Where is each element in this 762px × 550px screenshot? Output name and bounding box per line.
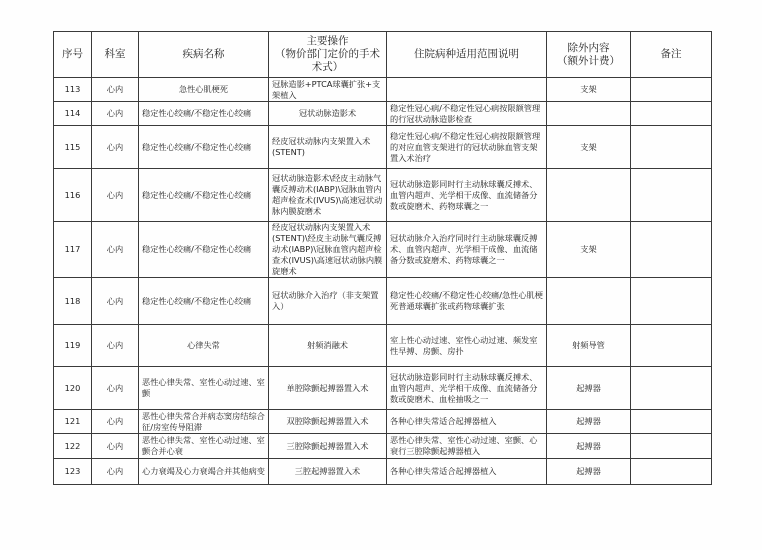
row-dept: 心内 bbox=[92, 459, 139, 485]
row-disease: 稳定性心绞痛/不稳定性心绞痛 bbox=[139, 169, 269, 222]
row-scope: 冠状动脉造影同时行主动脉球囊反搏术、血管内超声、光学相干成像、血流储备分数或旋磨术、药物球囊之一 bbox=[387, 169, 547, 222]
row-disease: 稳定性心绞痛/不稳定性心绞痛 bbox=[139, 102, 269, 126]
row-seq: 119 bbox=[54, 325, 92, 367]
row-operation: 三腔除颤起搏器置入术 bbox=[269, 434, 387, 459]
row-dept: 心内 bbox=[92, 169, 139, 222]
row-exclude: 支架 bbox=[547, 222, 631, 278]
row-dept: 心内 bbox=[92, 325, 139, 367]
row-scope: 室上性心动过速、室性心动过速、频发室性早搏、房颤、房扑 bbox=[387, 325, 547, 367]
row-note bbox=[631, 434, 712, 459]
row-dept: 心内 bbox=[92, 367, 139, 410]
row-seq: 122 bbox=[54, 434, 92, 459]
row-dept: 心内 bbox=[92, 126, 139, 169]
row-scope bbox=[387, 78, 547, 102]
row-exclude: 起搏器 bbox=[547, 367, 631, 410]
row-dept: 心内 bbox=[92, 278, 139, 325]
row-exclude bbox=[547, 169, 631, 222]
row-disease: 心律失常 bbox=[139, 325, 269, 367]
row-disease: 恶性心律失常、室性心动过速、室颤合并心衰 bbox=[139, 434, 269, 459]
row-note bbox=[631, 367, 712, 410]
row-seq: 121 bbox=[54, 410, 92, 434]
row-scope: 稳定性心绞痛/不稳定性心绞痛/急性心肌梗死普通球囊扩张或药物球囊扩张 bbox=[387, 278, 547, 325]
row-operation: 冠脉造影+PTCA球囊扩张+支架植入 bbox=[269, 78, 387, 102]
row-operation: 单腔除颤起搏器置入术 bbox=[269, 367, 387, 410]
row-exclude: 起搏器 bbox=[547, 434, 631, 459]
row-note bbox=[631, 410, 712, 434]
pricing-table bbox=[53, 31, 712, 485]
row-exclude: 支架 bbox=[547, 126, 631, 169]
row-operation: 三腔起搏器置入术 bbox=[269, 459, 387, 485]
row-dept: 心内 bbox=[92, 410, 139, 434]
row-disease: 稳定性心绞痛/不稳定性心绞痛 bbox=[139, 278, 269, 325]
table-row bbox=[54, 459, 712, 485]
row-operation: 冠状动脉介入治疗（非支架置入） bbox=[269, 278, 387, 325]
row-operation: 射频消融术 bbox=[269, 325, 387, 367]
row-disease: 急性心肌梗死 bbox=[139, 78, 269, 102]
row-disease: 心力衰竭及心力衰竭合并其他病变 bbox=[139, 459, 269, 485]
header-dept: 科室 bbox=[92, 32, 139, 78]
table-row bbox=[54, 434, 712, 459]
table-row bbox=[54, 102, 712, 126]
row-dept: 心内 bbox=[92, 434, 139, 459]
header-exclude: 除外内容 （额外计费） bbox=[547, 32, 631, 78]
row-disease: 恶性心律失常、室性心动过速、室颤 bbox=[139, 367, 269, 410]
table-row bbox=[54, 367, 712, 410]
table-row bbox=[54, 278, 712, 325]
row-operation: 经皮冠状动脉内支架置入术(STENT) bbox=[269, 126, 387, 169]
table-row bbox=[54, 126, 712, 169]
row-seq: 113 bbox=[54, 78, 92, 102]
header-seq: 序号 bbox=[54, 32, 92, 78]
row-disease: 稳定性心绞痛/不稳定性心绞痛 bbox=[139, 222, 269, 278]
header-operation: 主要操作 （物价部门定价的手术术式） bbox=[269, 32, 387, 78]
row-seq: 118 bbox=[54, 278, 92, 325]
row-dept: 心内 bbox=[92, 78, 139, 102]
row-disease: 稳定性心绞痛/不稳定性心绞痛 bbox=[139, 126, 269, 169]
row-note bbox=[631, 102, 712, 126]
header-note: 备注 bbox=[631, 32, 712, 78]
row-exclude: 起搏器 bbox=[547, 459, 631, 485]
row-seq: 114 bbox=[54, 102, 92, 126]
row-exclude bbox=[547, 278, 631, 325]
row-dept: 心内 bbox=[92, 222, 139, 278]
row-scope: 冠状动脉介入治疗同时行主动脉球囊反搏术、血管内超声、光学相干成像、血流储备分数或旋磨术、药物球囊之一 bbox=[387, 222, 547, 278]
row-note bbox=[631, 169, 712, 222]
row-operation: 经皮冠状动脉内支架置入术(STENT)\经皮主动脉气囊反搏动术(IABP)\冠脉血管内超声检查术(IVUS)\高速冠状动脉内膜旋磨术 bbox=[269, 222, 387, 278]
row-scope: 稳定性冠心病/不稳定性冠心病按限额管理的行冠状动脉造影检查 bbox=[387, 102, 547, 126]
row-scope: 各种心律失常适合起搏器植入 bbox=[387, 459, 547, 485]
row-note bbox=[631, 278, 712, 325]
table-row bbox=[54, 78, 712, 102]
header-scope: 住院病种适用范围说明 bbox=[387, 32, 547, 78]
row-seq: 120 bbox=[54, 367, 92, 410]
row-seq: 116 bbox=[54, 169, 92, 222]
table-header-row bbox=[54, 32, 712, 78]
row-exclude bbox=[547, 102, 631, 126]
row-note bbox=[631, 459, 712, 485]
row-note bbox=[631, 78, 712, 102]
row-seq: 115 bbox=[54, 126, 92, 169]
row-disease: 恶性心律失常合并病态窦房结综合征/房室传导阻滞 bbox=[139, 410, 269, 434]
header-disease: 疾病名称 bbox=[139, 32, 269, 78]
row-exclude: 射频导管 bbox=[547, 325, 631, 367]
row-operation: 冠状动脉造影术\经皮主动脉气囊反搏动术(IABP)\冠脉血管内超声检查术(IVUS)\高速冠状动脉内膜旋磨术 bbox=[269, 169, 387, 222]
table-row bbox=[54, 410, 712, 434]
row-exclude: 支架 bbox=[547, 78, 631, 102]
row-dept: 心内 bbox=[92, 102, 139, 126]
row-operation: 冠状动脉造影术 bbox=[269, 102, 387, 126]
table-row bbox=[54, 169, 712, 222]
row-exclude: 起搏器 bbox=[547, 410, 631, 434]
row-note bbox=[631, 325, 712, 367]
row-scope: 恶性心律失常、室性心动过速、室颤、心衰行三腔除颤起搏器植入 bbox=[387, 434, 547, 459]
row-scope: 冠状动脉造影同时行主动脉球囊反搏术、血管内超声、光学相干成像、血流储备分数或旋磨术、血栓抽吸之一 bbox=[387, 367, 547, 410]
row-operation: 双腔除颤起搏器置入术 bbox=[269, 410, 387, 434]
row-scope: 稳定性冠心病/不稳定性冠心病按限额管理的对应血管支架进行的冠状动脉血管支架置入术治疗 bbox=[387, 126, 547, 169]
table-row bbox=[54, 222, 712, 278]
row-note bbox=[631, 222, 712, 278]
table-row bbox=[54, 325, 712, 367]
row-scope: 各种心律失常适合起搏器植入 bbox=[387, 410, 547, 434]
row-seq: 123 bbox=[54, 459, 92, 485]
row-seq: 117 bbox=[54, 222, 92, 278]
row-note bbox=[631, 126, 712, 169]
